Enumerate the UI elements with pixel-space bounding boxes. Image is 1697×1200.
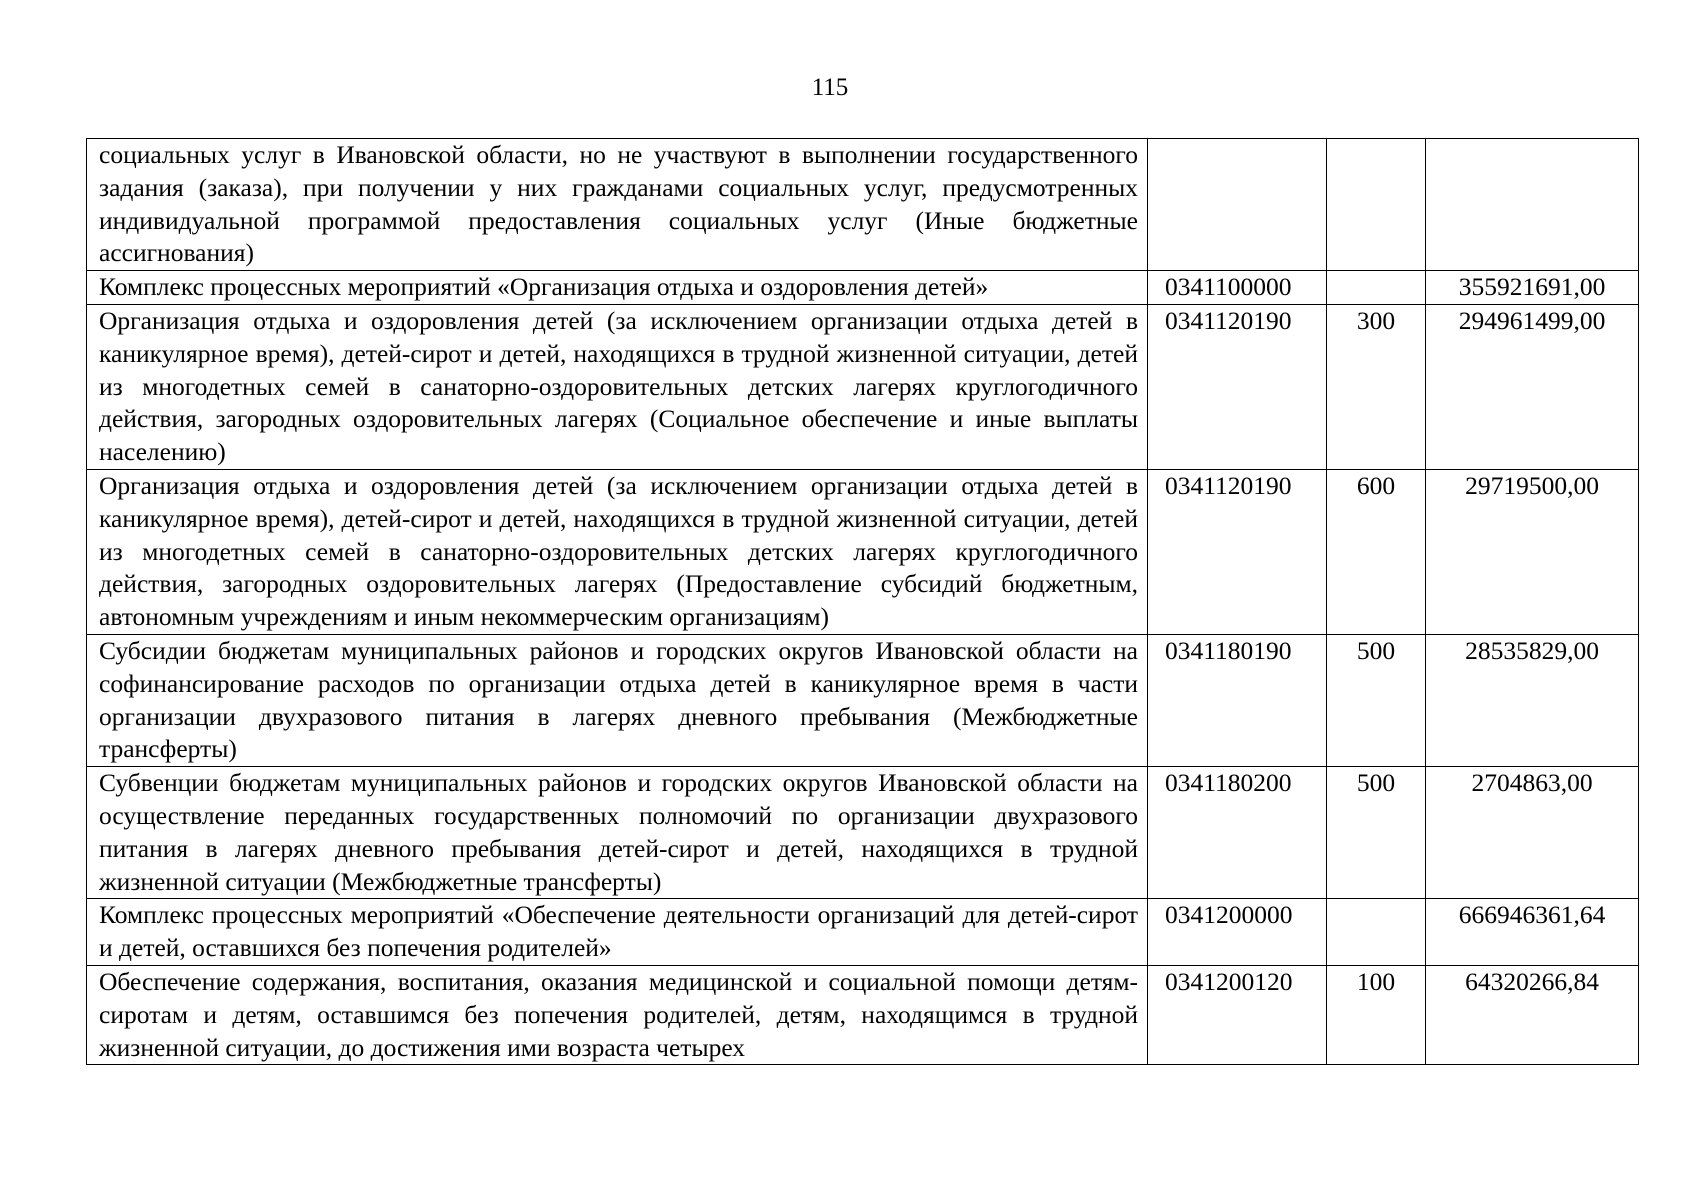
table-row — [87, 899, 1639, 966]
row-target-code: 0341120190 — [1148, 304, 1327, 469]
page-number: 115 — [811, 74, 849, 101]
row-target-code — [1148, 139, 1327, 271]
row-expense-type — [1327, 139, 1426, 271]
row-target-code: 0341180200 — [1148, 767, 1327, 899]
row-description: Субвенции бюджетам муниципальных районов и городских округов Ивановской области на осуществление переданных государственных полномочий по организации двухразового питания в лагерях дневного пребывания детей-сирот и детей, находящихся в трудной жизненной ситуации (Межбюджетные трансферты) — [87, 767, 1148, 899]
row-amount: 64320266,84 — [1426, 965, 1639, 1064]
table-row — [87, 271, 1639, 305]
row-expense-type: 100 — [1327, 965, 1426, 1064]
row-expense-type: 500 — [1327, 767, 1426, 899]
row-amount: 29719500,00 — [1426, 469, 1639, 634]
row-description: Комплекс процессных мероприятий «Обеспечение деятельности организаций для детей-сирот и детей, оставшихся без попечения родителей» — [87, 899, 1148, 966]
row-amount: 28535829,00 — [1426, 634, 1639, 766]
row-expense-type — [1327, 899, 1426, 966]
row-expense-type — [1327, 271, 1426, 305]
row-amount: 666946361,64 — [1426, 899, 1639, 966]
row-target-code: 0341120190 — [1148, 469, 1327, 634]
row-target-code: 0341200120 — [1148, 965, 1327, 1064]
row-expense-type: 300 — [1327, 304, 1426, 469]
row-expense-type: 500 — [1327, 634, 1426, 766]
table-row — [87, 469, 1639, 634]
table-row — [87, 304, 1639, 469]
table-row — [87, 767, 1639, 899]
row-amount — [1426, 139, 1639, 271]
row-expense-type: 600 — [1327, 469, 1426, 634]
budget-table — [86, 138, 1639, 1065]
table-row — [87, 634, 1639, 766]
row-description: социальных услуг в Ивановской области, но не участвуют в выполнении государственного задания (заказа), при получении у них гражданами социальных услуг, предусмотренных индивидуальной программой предоставления социальных услуг (Иные бюджетные ассигнования) — [87, 139, 1148, 271]
row-description: Комплекс процессных мероприятий «Организация отдыха и оздоровления детей» — [87, 271, 1148, 305]
row-target-code: 0341100000 — [1148, 271, 1327, 305]
row-description: Организация отдыха и оздоровления детей (за исключением организации отдыха детей в каникулярное время), детей-сирот и детей, находящихся в трудной жизненной ситуации, детей из многодетных семей в санаторно-оздоровительных детских лагерях круглогодичного действия, загородных оздоровительных лагерях (Социальное обеспечение и иные выплаты населению) — [87, 304, 1148, 469]
row-amount: 2704863,00 — [1426, 767, 1639, 899]
row-amount: 294961499,00 — [1426, 304, 1639, 469]
row-description: Обеспечение содержания, воспитания, оказания медицинской и социальной помощи детям-сиротам и детям, оставшимся без попечения родителей, детям, находящимся в трудной жизненной ситуации, до достижения ими возраста четырех — [87, 965, 1148, 1064]
row-amount: 355921691,00 — [1426, 271, 1639, 305]
row-description: Организация отдыха и оздоровления детей (за исключением организации отдыха детей в каникулярное время), детей-сирот и детей, находящихся в трудной жизненной ситуации, детей из многодетных семей в санаторно-оздоровительных детских лагерях круглогодичного действия, загородных оздоровительных лагерях (Предоставление субсидий бюджетным, автономным учреждениям и иным некоммерческим организациям) — [87, 469, 1148, 634]
table-row — [87, 965, 1639, 1064]
row-target-code: 0341200000 — [1148, 899, 1327, 966]
table-row — [87, 139, 1639, 271]
row-description: Субсидии бюджетам муниципальных районов и городских округов Ивановской области на софинансирование расходов по организации отдыха детей в каникулярное время в части организации двухразового питания в лагерях дневного пребывания (Межбюджетные трансферты) — [87, 634, 1148, 766]
row-target-code: 0341180190 — [1148, 634, 1327, 766]
